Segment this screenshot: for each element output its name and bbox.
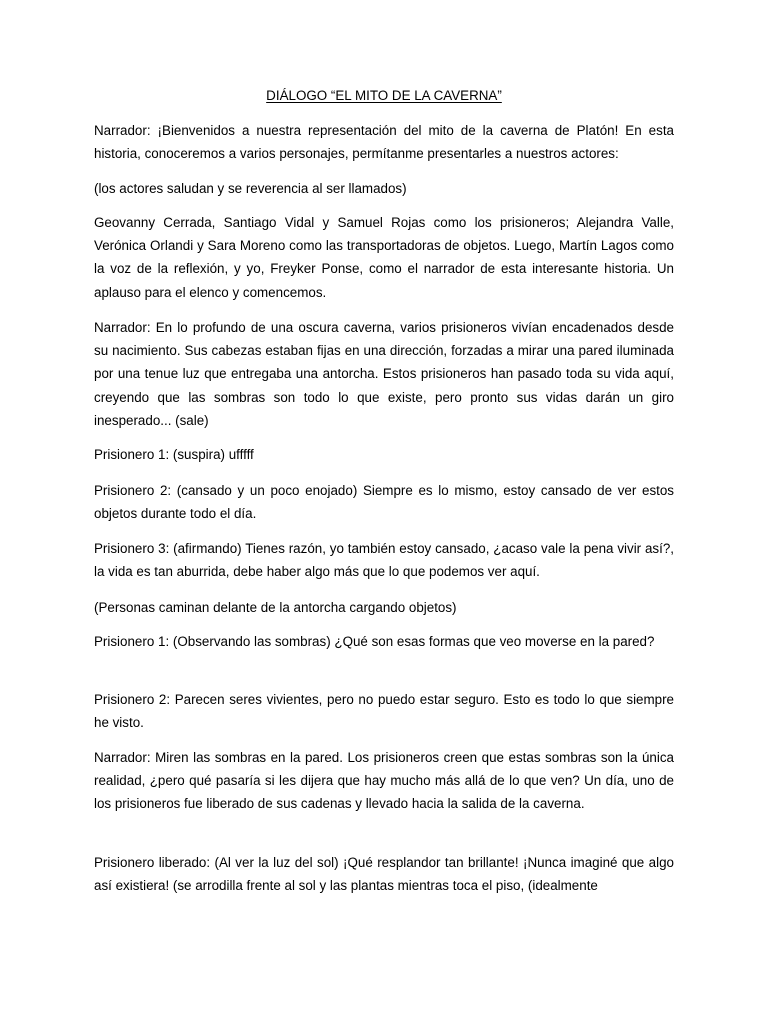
paragraph-prisoner-1-sigh: Prisionero 1: (suspira) ufffff — [94, 447, 254, 462]
paragraph-prisoner-2-beings: Prisionero 2: Parecen seres vivientes, pero no puedo estar seguro. Esto es todo lo que siempre he visto. — [94, 692, 674, 731]
paragraph-freed-prisoner: Prisionero liberado: (Al ver la luz del sol) ¡Qué resplandor tan brillante! ¡Nunca imaginé que algo así existiera! (se arrodilla frente al sol y las plantas mientras toca el piso, (idealmente — [94, 855, 674, 894]
paragraph-cast-list: Geovanny Cerrada, Santiago Vidal y Samuel Rojas como los prisioneros; Alejandra Valle, Verónica Orlandi y Sara Moreno como las transportadoras de objetos. Luego, Martín Lagos como la voz de la reflexión, y yo, Freyker Ponse, como el narrador de esta interesante historia. Un aplauso para el elenco y comencemos. — [94, 215, 674, 300]
paragraph-narrator-intro: Narrador: ¡Bienvenidos a nuestra representación del mito de la caverna de Platón! En esta historia, conoceremos a varios personajes, permítanme presentarles a nuestros actores: — [94, 123, 674, 162]
paragraph-stage-direction-objects: (Personas caminan delante de la antorcha cargando objetos) — [94, 600, 457, 615]
paragraph-prisoner-1-shadows: Prisionero 1: (Observando las sombras) ¿Qué son esas formas que veo moverse en la pared? — [94, 634, 655, 649]
paragraph-stage-direction-greeting: (los actores saludan y se reverencia al ser llamados) — [94, 181, 407, 196]
paragraph-prisoner-2-tired: Prisionero 2: (cansado y un poco enojado) Siempre es lo mismo, estoy cansado de ver estos objetos durante todo el día. — [94, 483, 674, 522]
paragraph-prisoner-3-agree: Prisionero 3: (afirmando) Tienes razón, yo también estoy cansado, ¿acaso vale la pena vivir así?, la vida es tan aburrida, debe haber algo más que lo que podemos ver aquí. — [94, 541, 674, 580]
paragraph-narrator-cave: Narrador: En lo profundo de una oscura caverna, varios prisioneros vivían encadenados desde su nacimiento. Sus cabezas estaban fijas en una dirección, forzadas a mirar una pared iluminada por una tenue luz que entregaba una antorcha. Estos prisioneros han pasado toda su vida aquí, creyendo que las sombras son todo lo que existe, pero pronto sus vidas darán un giro inesperado... (sale) — [94, 320, 674, 428]
paragraph-narrator-shadows: Narrador: Miren las sombras en la pared. Los prisioneros creen que estas sombras son la única realidad, ¿pero qué pasaría si les dijera que hay mucho más allá de lo que ven? Un día, uno de los prisioneros fue liberado de sus cadenas y llevado hacia la salida de la caverna. — [94, 750, 674, 812]
document-title: DIÁLOGO “EL MITO DE LA CAVERNA” — [266, 88, 502, 103]
